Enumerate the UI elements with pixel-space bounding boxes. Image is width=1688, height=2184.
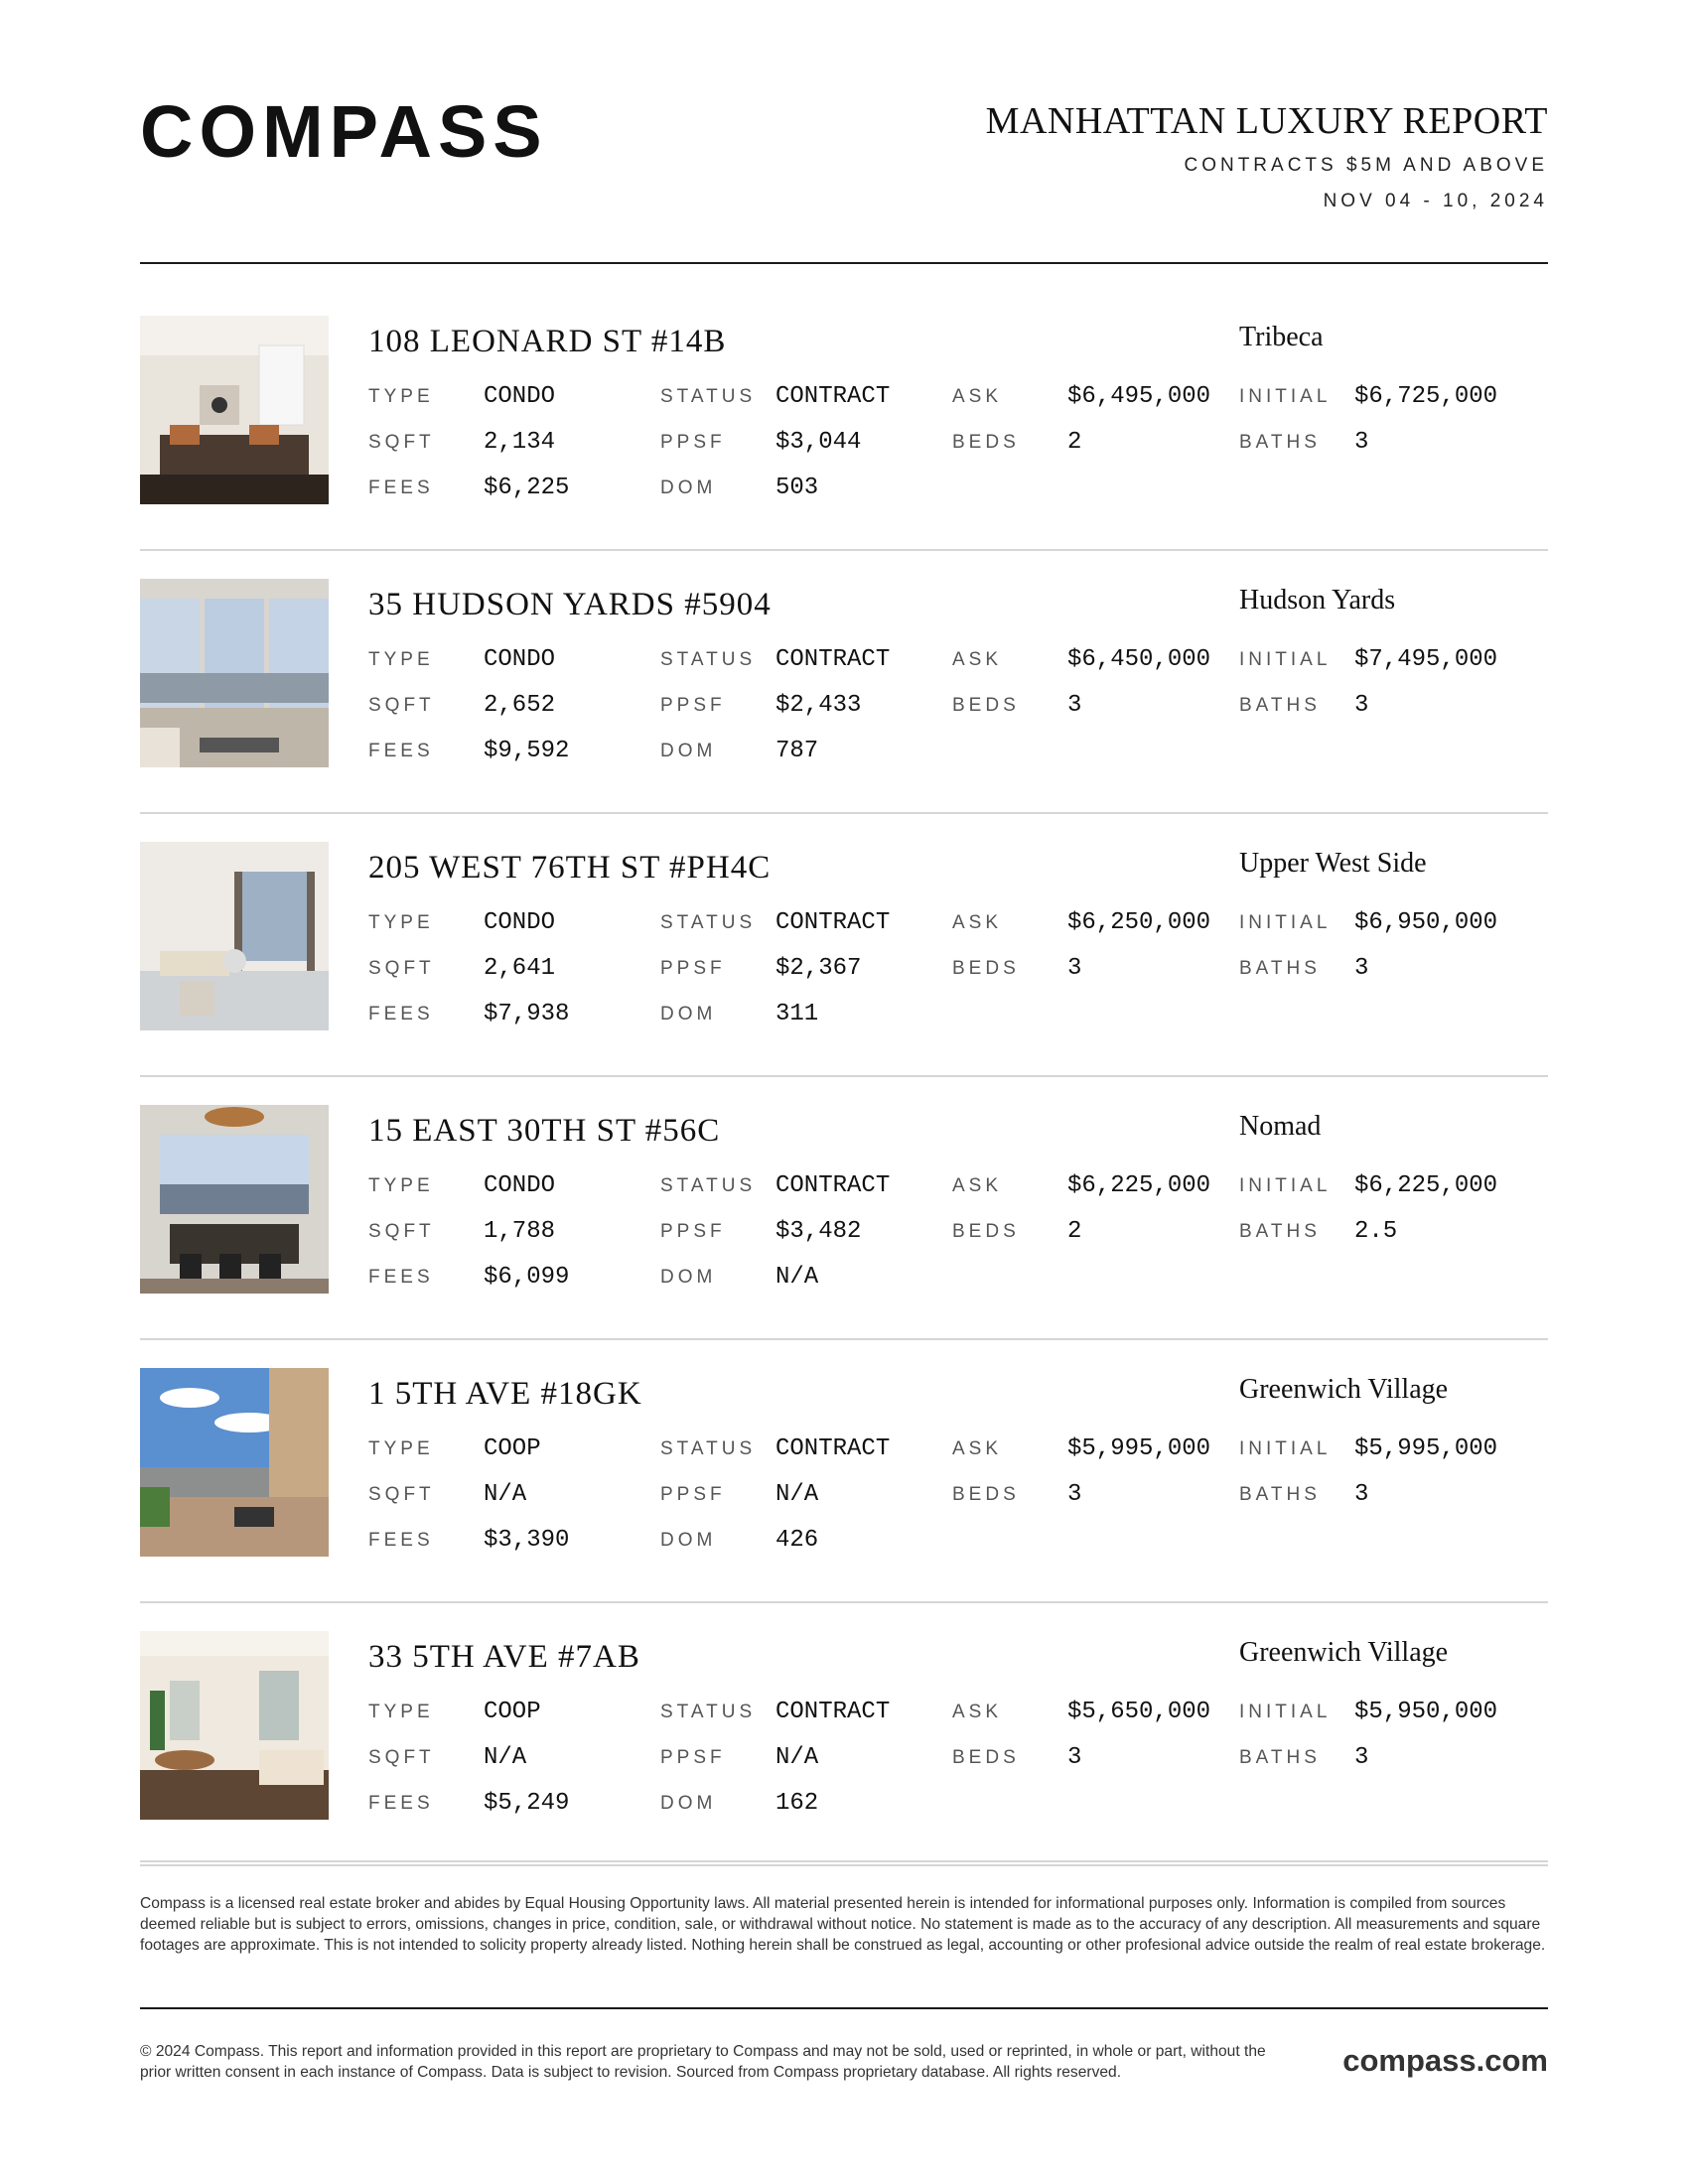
- status-label: STATUS: [660, 649, 757, 670]
- initial-label: INITIAL: [1239, 1175, 1332, 1196]
- ask-label: ASK: [952, 386, 1003, 407]
- footer-divider-bottom: [140, 2007, 1548, 2009]
- ppsf-value: N/A: [775, 1481, 819, 1508]
- beds-label: BEDS: [952, 958, 1020, 979]
- dom-label: DOM: [660, 741, 717, 761]
- initial-value: $5,995,000: [1354, 1435, 1498, 1462]
- type-value: COOP: [484, 1699, 541, 1725]
- logo-wordmark: COMPASS: [140, 97, 548, 167]
- fees-label: FEES: [368, 1793, 434, 1814]
- ppsf-label: PPSF: [660, 1221, 726, 1242]
- ask-value: $6,225,000: [1067, 1172, 1211, 1199]
- dom-value: 311: [775, 1001, 819, 1027]
- fees-value: $6,225: [484, 475, 570, 501]
- ppsf-value: $3,044: [775, 429, 862, 456]
- ppsf-label: PPSF: [660, 1747, 726, 1768]
- dom-label: DOM: [660, 478, 717, 498]
- fees-value: $3,390: [484, 1527, 570, 1554]
- beds-label: BEDS: [952, 432, 1020, 453]
- type-label: TYPE: [368, 1175, 434, 1196]
- status-label: STATUS: [660, 1438, 757, 1459]
- fees-label: FEES: [368, 1004, 434, 1024]
- ask-label: ASK: [952, 1175, 1003, 1196]
- listing-row: [140, 1603, 1548, 1866]
- listing-address: 35 HUDSON YARDS #5904: [368, 587, 772, 622]
- listing-neighborhood: Nomad: [1239, 1111, 1322, 1142]
- listing-photo: [140, 579, 329, 767]
- listing-neighborhood: Upper West Side: [1239, 848, 1427, 879]
- listing-row: [140, 551, 1548, 814]
- baths-value: 3: [1354, 692, 1369, 719]
- website-link[interactable]: compass.com: [1342, 2043, 1548, 2078]
- listing-neighborhood: Greenwich Village: [1239, 1637, 1449, 1668]
- initial-label: INITIAL: [1239, 386, 1332, 407]
- fees-value: $7,938: [484, 1001, 570, 1027]
- fees-label: FEES: [368, 1267, 434, 1288]
- fees-value: $9,592: [484, 738, 570, 764]
- initial-value: $6,950,000: [1354, 909, 1498, 936]
- report-date-range: NOV 04 - 10, 2024: [1323, 191, 1548, 211]
- sqft-label: SQFT: [368, 958, 435, 979]
- baths-label: BATHS: [1239, 1747, 1321, 1768]
- initial-label: INITIAL: [1239, 1702, 1332, 1722]
- status-label: STATUS: [660, 1175, 757, 1196]
- fees-label: FEES: [368, 1530, 434, 1551]
- fees-label: FEES: [368, 478, 434, 498]
- type-value: CONDO: [484, 383, 556, 410]
- fees-value: $6,099: [484, 1264, 570, 1291]
- status-value: CONTRACT: [775, 383, 891, 410]
- baths-label: BATHS: [1239, 432, 1321, 453]
- report-subtitle: CONTRACTS $5M AND ABOVE: [1184, 155, 1548, 176]
- ask-value: $6,450,000: [1067, 646, 1211, 673]
- ask-label: ASK: [952, 1702, 1003, 1722]
- listing-row: [140, 814, 1548, 1077]
- header-divider: [140, 262, 1548, 264]
- type-value: CONDO: [484, 646, 556, 673]
- status-value: CONTRACT: [775, 1172, 891, 1199]
- beds-label: BEDS: [952, 695, 1020, 716]
- ppsf-label: PPSF: [660, 695, 726, 716]
- copyright-text: © 2024 Compass. This report and information provided in this report are proprietary to Compass and may not be sold, used or reprinted, in whole or part, without the prior written consent in each instance of Compass. Data is subject to revision. Sourced from Compass proprietary database. All rights reserved.: [140, 2043, 1266, 2081]
- sqft-value: N/A: [484, 1744, 527, 1771]
- beds-label: BEDS: [952, 1484, 1020, 1505]
- dom-value: 787: [775, 738, 819, 764]
- ppsf-label: PPSF: [660, 958, 726, 979]
- disclaimer-text: Compass is a licensed real estate broker and abides by Equal Housing Opportunity laws. All material presented herein is intended for informational purposes only. Information is compiled from sources deemed reliable but is subject to errors, omissions, changes in price, condition, sale, or withdrawal without notice. No statement is made as to the accuracy of any description. All measurements and square footages are approximate. This is not intended to solicity property already listed. Nothing herein shall be construed as legal, accounting or other profesional advice outside the realm of real estate brokerage.: [140, 1895, 1546, 1954]
- type-label: TYPE: [368, 912, 434, 933]
- report-title: MANHATTAN LUXURY REPORT: [985, 100, 1548, 142]
- ppsf-label: PPSF: [660, 1484, 726, 1505]
- baths-label: BATHS: [1239, 958, 1321, 979]
- beds-value: 3: [1067, 1744, 1082, 1771]
- type-label: TYPE: [368, 1438, 434, 1459]
- dom-label: DOM: [660, 1530, 717, 1551]
- sqft-label: SQFT: [368, 1747, 435, 1768]
- ppsf-value: N/A: [775, 1744, 819, 1771]
- sqft-value: 1,788: [484, 1218, 556, 1245]
- type-value: CONDO: [484, 1172, 556, 1199]
- listing-address: 15 EAST 30TH ST #56C: [368, 1113, 721, 1149]
- type-value: CONDO: [484, 909, 556, 936]
- baths-value: 3: [1354, 1744, 1369, 1771]
- beds-value: 3: [1067, 692, 1082, 719]
- sqft-label: SQFT: [368, 1221, 435, 1242]
- ask-label: ASK: [952, 649, 1003, 670]
- status-value: CONTRACT: [775, 1435, 891, 1462]
- baths-value: 3: [1354, 429, 1369, 456]
- initial-value: $7,495,000: [1354, 646, 1498, 673]
- ask-value: $5,995,000: [1067, 1435, 1211, 1462]
- beds-value: 3: [1067, 1481, 1082, 1508]
- listing-row: [140, 288, 1548, 551]
- baths-label: BATHS: [1239, 1484, 1321, 1505]
- listing-address: 1 5TH AVE #18GK: [368, 1376, 642, 1412]
- baths-label: BATHS: [1239, 1221, 1321, 1242]
- initial-value: $5,950,000: [1354, 1699, 1498, 1725]
- ppsf-value: $2,433: [775, 692, 862, 719]
- listing-neighborhood: Hudson Yards: [1239, 585, 1396, 615]
- status-label: STATUS: [660, 386, 757, 407]
- listing-neighborhood: Tribeca: [1239, 322, 1324, 352]
- listing-photo: [140, 316, 329, 504]
- type-label: TYPE: [368, 649, 434, 670]
- dom-label: DOM: [660, 1004, 717, 1024]
- ask-value: $6,495,000: [1067, 383, 1211, 410]
- beds-value: 3: [1067, 955, 1082, 982]
- type-label: TYPE: [368, 386, 434, 407]
- sqft-value: 2,652: [484, 692, 556, 719]
- listing-neighborhood: Greenwich Village: [1239, 1374, 1449, 1405]
- ppsf-label: PPSF: [660, 432, 726, 453]
- listing-address: 108 LEONARD ST #14B: [368, 324, 727, 359]
- listing-photo: [140, 1631, 329, 1820]
- type-value: COOP: [484, 1435, 541, 1462]
- listing-row: [140, 1340, 1548, 1603]
- listing-divider: [140, 1864, 1548, 1866]
- baths-value: 2.5: [1354, 1218, 1398, 1245]
- baths-value: 3: [1354, 1481, 1369, 1508]
- beds-value: 2: [1067, 429, 1082, 456]
- sqft-value: 2,641: [484, 955, 556, 982]
- beds-label: BEDS: [952, 1221, 1020, 1242]
- status-value: CONTRACT: [775, 909, 891, 936]
- dom-label: DOM: [660, 1267, 717, 1288]
- report-page: [140, 0, 1548, 2184]
- beds-value: 2: [1067, 1218, 1082, 1245]
- dom-value: 426: [775, 1527, 819, 1554]
- status-label: STATUS: [660, 912, 757, 933]
- beds-label: BEDS: [952, 1747, 1020, 1768]
- sqft-label: SQFT: [368, 695, 435, 716]
- initial-label: INITIAL: [1239, 912, 1332, 933]
- initial-value: $6,225,000: [1354, 1172, 1498, 1199]
- sqft-value: N/A: [484, 1481, 527, 1508]
- listing-photo: [140, 842, 329, 1030]
- dom-label: DOM: [660, 1793, 717, 1814]
- listing-address: 33 5TH AVE #7AB: [368, 1639, 640, 1675]
- baths-value: 3: [1354, 955, 1369, 982]
- type-label: TYPE: [368, 1702, 434, 1722]
- initial-label: INITIAL: [1239, 649, 1332, 670]
- initial-label: INITIAL: [1239, 1438, 1332, 1459]
- listing-photo: [140, 1105, 329, 1294]
- ask-label: ASK: [952, 912, 1003, 933]
- listings: [140, 288, 1548, 1866]
- status-label: STATUS: [660, 1702, 757, 1722]
- listing-row: [140, 1077, 1548, 1340]
- ppsf-value: $2,367: [775, 955, 862, 982]
- sqft-label: SQFT: [368, 432, 435, 453]
- ask-value: $5,650,000: [1067, 1699, 1211, 1725]
- ppsf-value: $3,482: [775, 1218, 862, 1245]
- fees-value: $5,249: [484, 1790, 570, 1817]
- listing-address: 205 WEST 76TH ST #PH4C: [368, 850, 772, 886]
- dom-value: 162: [775, 1790, 819, 1817]
- ask-value: $6,250,000: [1067, 909, 1211, 936]
- status-value: CONTRACT: [775, 646, 891, 673]
- footer-divider-top: [140, 1860, 1548, 1862]
- sqft-label: SQFT: [368, 1484, 435, 1505]
- ask-label: ASK: [952, 1438, 1003, 1459]
- listing-photo: [140, 1368, 329, 1557]
- initial-value: $6,725,000: [1354, 383, 1498, 410]
- dom-value: 503: [775, 475, 819, 501]
- dom-value: N/A: [775, 1264, 819, 1291]
- fees-label: FEES: [368, 741, 434, 761]
- baths-label: BATHS: [1239, 695, 1321, 716]
- status-value: CONTRACT: [775, 1699, 891, 1725]
- compass-logo: [140, 97, 562, 167]
- sqft-value: 2,134: [484, 429, 556, 456]
